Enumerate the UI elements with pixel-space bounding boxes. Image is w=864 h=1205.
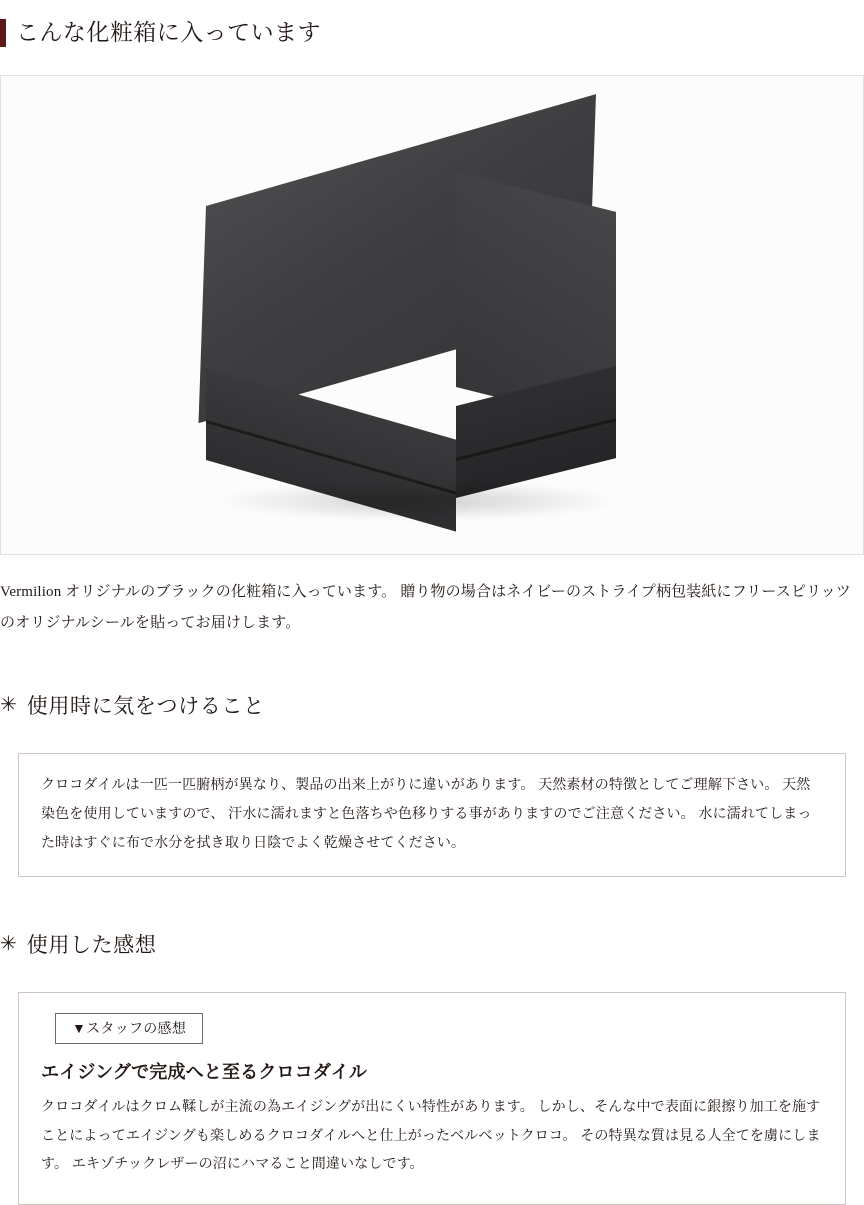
impression-title: 使用した感想 <box>26 932 157 957</box>
product-photo <box>0 75 864 555</box>
asterisk-icon: ✳ <box>0 693 17 716</box>
heading-accent-bar <box>0 19 6 47</box>
caution-text: クロコダイルは一匹一匹腑柄が異なり、製品の出来上がりに違いがあります。 天然素材の特徴としてご理解下さい。 天然染色を使用していますので、 汗水に濡れますと色落ちや色移りする事がありますのでご注意ください。 水に濡れてしまった時はすぐに布で水分を拭き取り日陰でよく乾燥させてください。 <box>41 778 812 851</box>
box-description: Vermilion オリジナルのブラックの化粧箱に入っています。 贈り物の場合はネイビーのストライプ柄包装紙にフリースピリッツのオリジナルシールを貼ってお届けします。 <box>0 583 851 631</box>
box-drop-shadow <box>216 481 621 521</box>
impression-subtitle: エイジングで完成へと至るクロコダイル <box>41 1062 368 1083</box>
impression-text: クロコダイルはクロム鞣しが主流の為エイジングが出にくい特性があります。 しかし、そんな中で表面に銀擦り加工を施すことによってエイジングも楽しめるクロコダイルへと仕上がったベルベットクロコ。 その特異な質は見る人全てを虜にします。 エキゾチックレザーの沼にハマること間違いなしです。 <box>41 1100 821 1173</box>
page-root <box>0 4 864 1205</box>
section-heading-box <box>0 4 864 63</box>
impression-box <box>18 992 846 1205</box>
caution-title: 使用時に気をつけること <box>26 693 265 718</box>
page-title: こんな化粧箱に入っています <box>16 20 321 46</box>
asterisk-icon: ✳ <box>0 932 17 955</box>
section-heading-impression <box>0 911 864 976</box>
caution-box <box>18 753 846 877</box>
section-heading-caution <box>0 672 864 737</box>
gift-box-illustration <box>1 76 863 554</box>
staff-impression-tag: ▼スタッフの感想 <box>55 1013 203 1044</box>
